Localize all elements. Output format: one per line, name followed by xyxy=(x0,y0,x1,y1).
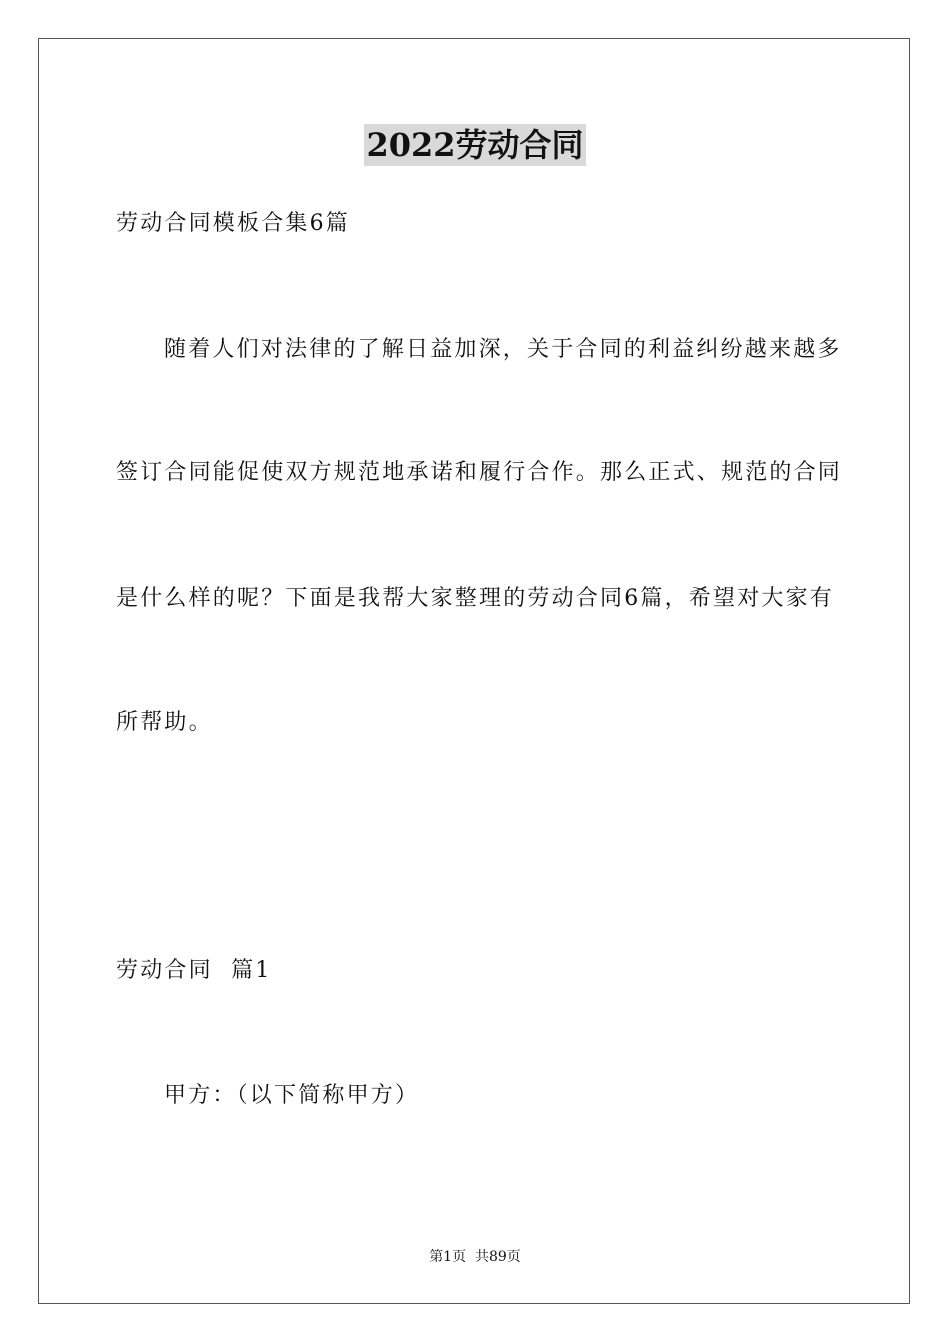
intro-line-3: 是什么样的呢？下面是我帮大家整理的劳动合同6篇，希望对大家有 xyxy=(116,586,834,611)
document-subtitle: 劳动合同模板合集6篇 xyxy=(116,211,350,236)
document-title-container xyxy=(0,124,950,166)
document-title: 2022劳动合同 xyxy=(366,126,584,164)
section-heading: 劳动合同 篇1 xyxy=(116,958,272,983)
intro-line-4: 所帮助。 xyxy=(116,710,213,735)
intro-line-2: 签订合同能促使双方规范地承诺和履行合作。那么正式、规范的合同 xyxy=(116,460,843,485)
page-footer: 第1页 共89页 xyxy=(429,1249,521,1265)
intro-line-1: 随着人们对法律的了解日益加深，关于合同的利益纠纷越来越多 xyxy=(164,337,842,362)
party-a-line: 甲方：（以下简称甲方） xyxy=(164,1083,420,1108)
